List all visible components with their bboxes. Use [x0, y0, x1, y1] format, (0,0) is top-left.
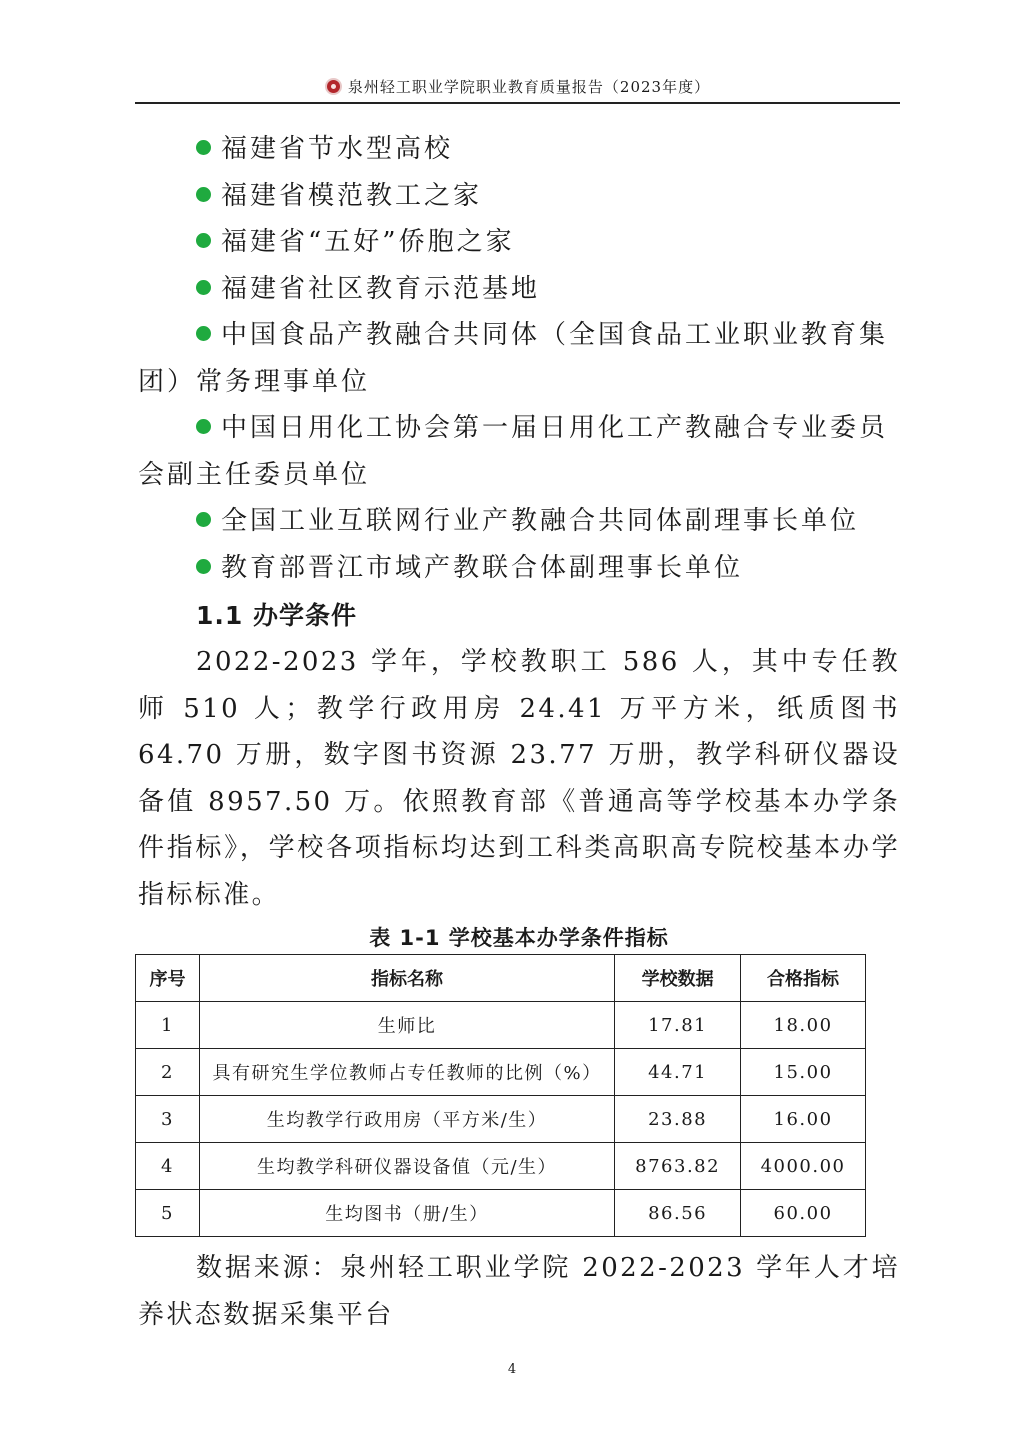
table-cell: 3 — [136, 1096, 200, 1143]
honor-item: 福建省“五好”侨胞之家 — [138, 219, 900, 266]
data-source-note: 数据来源：泉州轻工职业学院 2022-2023 学年人才培养状态数据采集平台 — [138, 1253, 900, 1330]
main-content — [138, 126, 900, 1338]
bullet-icon — [196, 140, 211, 155]
table-cell: 18.00 — [741, 1002, 866, 1049]
honor-item: 福建省模范教工之家 — [138, 173, 900, 220]
table-cell: 17.81 — [615, 1002, 741, 1049]
table-cell: 8763.82 — [615, 1143, 741, 1190]
table-cell: 1 — [136, 1002, 200, 1049]
table-cell: 23.88 — [615, 1096, 741, 1143]
bullet-icon — [196, 512, 211, 527]
page-number: 4 — [507, 1362, 517, 1377]
section-paragraph: 2022-2023 学年，学校教职工 586 人，其中专任教师 510 人；教学行政用房 24.41 万平方米，纸质图书 64.70 万册，数字图书资源 23.77 万册，教学科研仪器设备值 8957.50 万。依照教育部《普通高等学校基本办学条件指标》，学校各项指标均达到工科类高职高专院校基本办学指标标准。 — [138, 647, 900, 910]
table-caption: 表 1-1 学校基本办学条件指标 — [369, 926, 669, 950]
table-cell: 86.56 — [615, 1190, 741, 1237]
bullet-icon — [196, 419, 211, 434]
table-cell: 60.00 — [741, 1190, 866, 1237]
honor-item: 中国食品产教融合共同体（全国食品工业职业教育集团）常务理事单位 — [138, 320, 889, 397]
table-header-row — [136, 955, 866, 1002]
table-cell: 2 — [136, 1049, 200, 1096]
table-cell: 生师比 — [199, 1002, 614, 1049]
table-row — [136, 1049, 866, 1096]
honors-list — [138, 126, 900, 591]
page-header — [135, 72, 900, 104]
table-row — [136, 1002, 866, 1049]
bullet-icon — [196, 559, 211, 574]
table-cell: 生均教学行政用房（平方米/生） — [199, 1096, 614, 1143]
column-header: 序号 — [136, 955, 200, 1002]
honor-item: 全国工业互联网行业产教融合共同体副理事长单位 — [138, 498, 900, 545]
bullet-icon — [196, 280, 211, 295]
table-cell: 16.00 — [741, 1096, 866, 1143]
table-cell: 5 — [136, 1190, 200, 1237]
table-row — [136, 1143, 866, 1190]
table-row — [136, 1096, 866, 1143]
honor-item: 教育部晋江市域产教联合体副理事长单位 — [138, 545, 900, 592]
table-cell: 生均图书（册/生） — [199, 1190, 614, 1237]
honor-item: 中国日用化工协会第一届日用化工产教融合专业委员会副主任委员单位 — [138, 413, 889, 490]
school-logo-icon — [325, 78, 342, 95]
header-title: 泉州轻工职业学院职业教育质量报告（2023年度） — [347, 78, 711, 96]
table-cell: 44.71 — [615, 1049, 741, 1096]
bullet-icon — [196, 187, 211, 202]
column-header: 指标名称 — [199, 955, 614, 1002]
honor-item: 福建省社区教育示范基地 — [138, 266, 900, 313]
table-cell: 4 — [136, 1143, 200, 1190]
column-header: 合格指标 — [741, 955, 866, 1002]
table-cell: 15.00 — [741, 1049, 866, 1096]
bullet-icon — [196, 326, 211, 341]
table-cell: 生均教学科研仪器设备值（元/生） — [199, 1143, 614, 1190]
bullet-icon — [196, 233, 211, 248]
column-header: 学校数据 — [615, 955, 741, 1002]
table-row — [136, 1190, 866, 1237]
honor-item: 福建省节水型高校 — [138, 126, 900, 173]
table-cell: 4000.00 — [741, 1143, 866, 1190]
conditions-table — [135, 954, 866, 1237]
table-cell: 具有研究生学位教师占专任教师的比例（%） — [199, 1049, 614, 1096]
section-heading: 1.1 办学条件 — [196, 601, 357, 630]
